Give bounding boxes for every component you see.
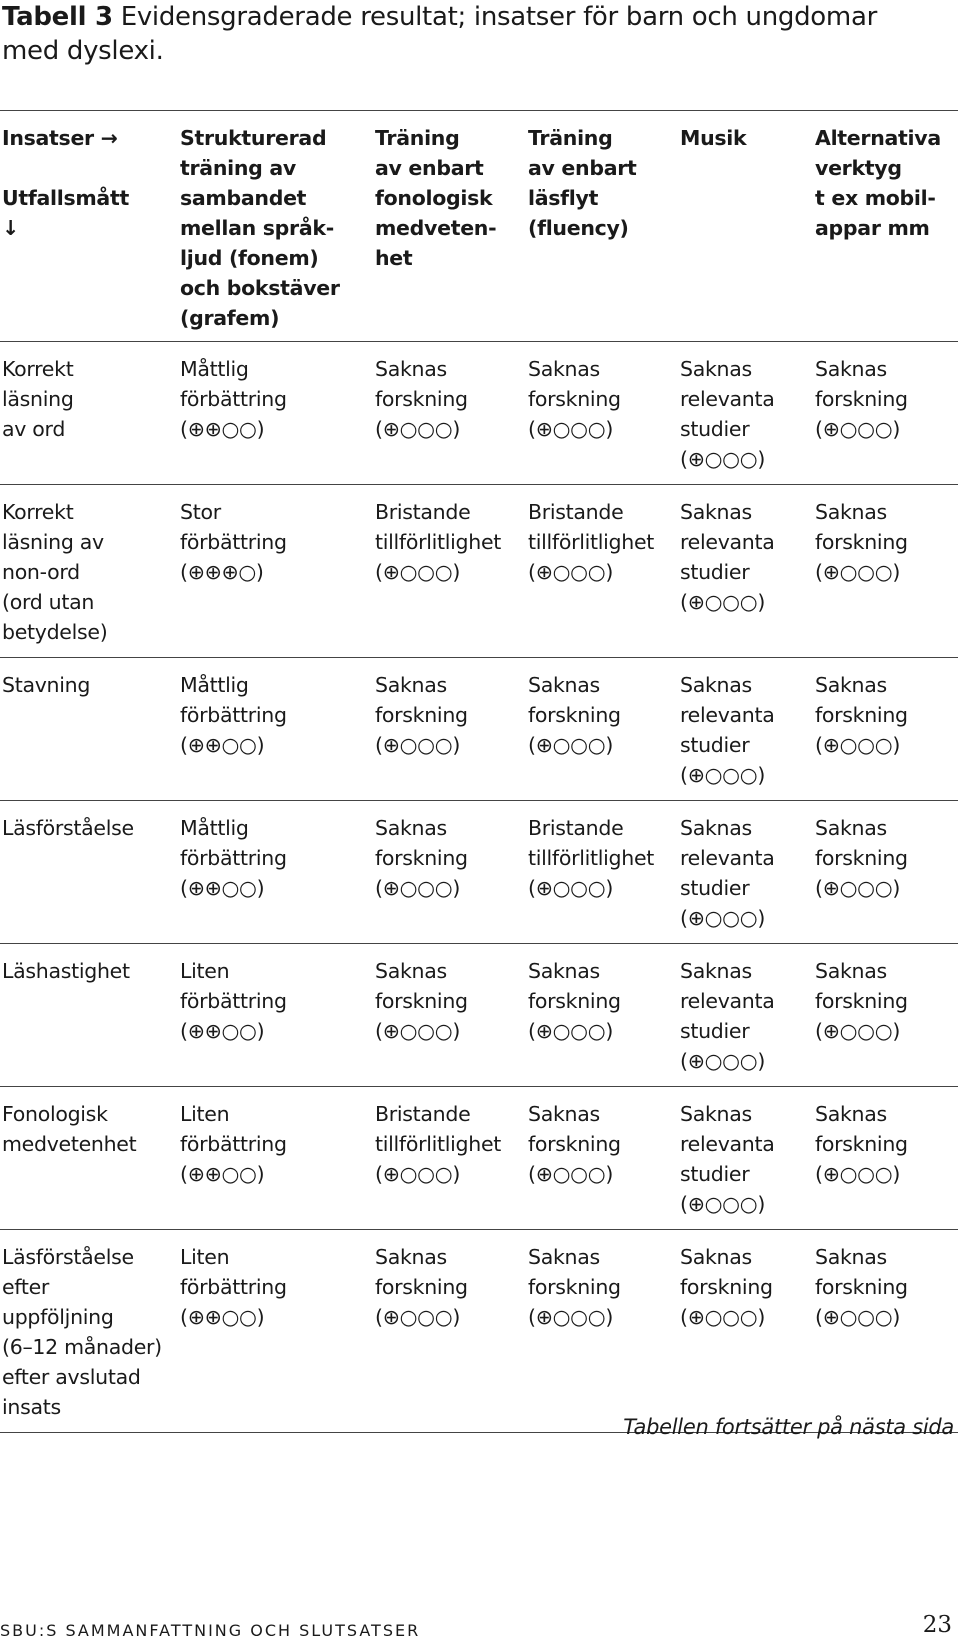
- evidence-text: (⊕○○○): [528, 1019, 614, 1043]
- outcome-text: non-ord: [2, 560, 80, 584]
- evidence-text: studier: [680, 417, 750, 441]
- evidence-text: forskning: [375, 1275, 468, 1299]
- evidence-text: förbättring: [180, 1275, 287, 1299]
- evidence-text: relevanta: [680, 1132, 775, 1156]
- evidence-text: forskning: [528, 703, 621, 727]
- evidence-text: (⊕○○○): [815, 1305, 901, 1329]
- outcome-text: av ord: [2, 417, 66, 441]
- evidence-text: forskning: [680, 1275, 773, 1299]
- evidence-text: forskning: [528, 387, 621, 411]
- evidence-text: förbättring: [180, 1132, 287, 1156]
- evidence-text: relevanta: [680, 846, 775, 870]
- evidence-cell: [526, 342, 678, 485]
- page-number: 23: [922, 1612, 952, 1638]
- evidence-text: (⊕⊕○○): [180, 1019, 265, 1043]
- evidence-text: (⊕⊕○○): [180, 1305, 265, 1329]
- evidence-cell: [813, 944, 958, 1087]
- evidence-text: forskning: [815, 1275, 908, 1299]
- evidence-text: (⊕○○○): [815, 1019, 901, 1043]
- evidence-cell: [678, 1230, 813, 1433]
- outcome-text: medvetenhet: [2, 1132, 137, 1156]
- evidence-text: studier: [680, 1019, 750, 1043]
- evidence-text: (⊕○○○): [680, 1305, 766, 1329]
- column-header-text: Träning av enbart läsflyt (fluency): [528, 126, 637, 240]
- evidence-text: Saknas: [375, 357, 447, 381]
- evidence-text: relevanta: [680, 387, 775, 411]
- evidence-text: Saknas: [680, 959, 752, 983]
- evidence-text: (⊕○○○): [815, 733, 901, 757]
- evidence-text: (⊕○○○): [815, 560, 901, 584]
- evidence-text: Saknas: [528, 959, 600, 983]
- table-caption-text: Evidensgraderade resultat; insatser för barn och ungdomar med dyslexi.: [2, 2, 877, 66]
- evidence-cell: [813, 1230, 958, 1433]
- outcome-text: Läsförståelse: [2, 816, 134, 840]
- evidence-text: (⊕○○○): [375, 876, 461, 900]
- outcome-text: insats: [2, 1395, 61, 1419]
- evidence-cell: [813, 342, 958, 485]
- column-header: [813, 111, 958, 342]
- outcome-text: Stavning: [2, 673, 91, 697]
- header-outcomes-label: Utfallsmått: [2, 186, 129, 210]
- evidence-text: Måttlig: [180, 673, 249, 697]
- table-header-row: [0, 111, 958, 342]
- evidence-text: (⊕○○○): [528, 876, 614, 900]
- evidence-text: Bristande: [375, 500, 471, 524]
- evidence-cell: [373, 1230, 526, 1433]
- evidence-text: forskning: [375, 387, 468, 411]
- evidence-text: Saknas: [375, 816, 447, 840]
- evidence-text: (⊕⊕○○): [180, 1162, 265, 1186]
- evidence-text: forskning: [528, 1275, 621, 1299]
- outcome-cell: [0, 658, 178, 801]
- evidence-text: Saknas: [528, 673, 600, 697]
- evidence-text: förbättring: [180, 530, 287, 554]
- column-header-text: Alternativa verktyg t ex mobil- appar mm: [815, 126, 941, 240]
- evidence-table: [0, 110, 958, 1433]
- evidence-text: Saknas: [375, 1245, 447, 1269]
- outcome-text: betydelse): [2, 620, 108, 644]
- table-row: [0, 801, 958, 944]
- outcome-text: läsning av: [2, 530, 104, 554]
- evidence-cell: [526, 801, 678, 944]
- evidence-text: relevanta: [680, 989, 775, 1013]
- table-caption-label: Tabell 3: [2, 2, 113, 32]
- table-caption: [2, 0, 902, 68]
- down-arrow-icon: ↓: [2, 216, 19, 240]
- outcome-text: Korrekt: [2, 357, 74, 381]
- evidence-cell: [526, 658, 678, 801]
- evidence-text: Liten: [180, 1102, 230, 1126]
- evidence-cell: [813, 485, 958, 658]
- evidence-text: forskning: [815, 1132, 908, 1156]
- evidence-text: relevanta: [680, 703, 775, 727]
- evidence-text: (⊕○○○): [680, 763, 766, 787]
- outcome-text: uppföljning: [2, 1305, 114, 1329]
- evidence-text: tillförlitlighet: [375, 530, 501, 554]
- evidence-text: studier: [680, 876, 750, 900]
- evidence-text: (⊕⊕○○): [180, 876, 265, 900]
- evidence-text: förbättring: [180, 846, 287, 870]
- evidence-cell: [678, 485, 813, 658]
- evidence-text: förbättring: [180, 989, 287, 1013]
- evidence-text: Bristande: [528, 816, 624, 840]
- outcome-text: Läshastighet: [2, 959, 130, 983]
- evidence-text: (⊕○○○): [375, 560, 461, 584]
- evidence-cell: [678, 658, 813, 801]
- evidence-text: Bristande: [528, 500, 624, 524]
- outcome-text: Korrekt: [2, 500, 74, 524]
- evidence-text: (⊕○○○): [815, 876, 901, 900]
- evidence-text: (⊕○○○): [375, 1305, 461, 1329]
- evidence-text: (⊕⊕⊕○): [180, 560, 264, 584]
- evidence-text: Måttlig: [180, 357, 249, 381]
- evidence-text: (⊕○○○): [375, 733, 461, 757]
- evidence-cell: [526, 1230, 678, 1433]
- evidence-text: (⊕⊕○○): [180, 417, 265, 441]
- evidence-cell: [526, 1087, 678, 1230]
- evidence-text: (⊕○○○): [680, 447, 766, 471]
- evidence-cell: [678, 944, 813, 1087]
- outcome-cell: [0, 1230, 178, 1433]
- evidence-text: Saknas: [815, 357, 887, 381]
- header-corner-cell: [0, 111, 178, 342]
- evidence-text: Saknas: [815, 1102, 887, 1126]
- evidence-text: (⊕○○○): [815, 417, 901, 441]
- column-header: [526, 111, 678, 342]
- evidence-text: Saknas: [680, 816, 752, 840]
- evidence-text: Liten: [180, 1245, 230, 1269]
- evidence-text: (⊕○○○): [375, 1019, 461, 1043]
- evidence-text: Saknas: [815, 500, 887, 524]
- evidence-cell: [813, 801, 958, 944]
- evidence-text: (⊕○○○): [680, 906, 766, 930]
- header-interventions-label: Insatser →: [2, 126, 118, 150]
- evidence-text: Saknas: [815, 1245, 887, 1269]
- evidence-text: (⊕○○○): [528, 560, 614, 584]
- evidence-cell: [178, 485, 373, 658]
- evidence-text: (⊕○○○): [815, 1162, 901, 1186]
- evidence-cell: [678, 801, 813, 944]
- outcome-cell: [0, 801, 178, 944]
- evidence-text: Saknas: [528, 1245, 600, 1269]
- evidence-cell: [373, 1087, 526, 1230]
- evidence-text: studier: [680, 733, 750, 757]
- column-header: [373, 111, 526, 342]
- evidence-text: Saknas: [680, 1245, 752, 1269]
- evidence-cell: [526, 944, 678, 1087]
- evidence-text: forskning: [375, 846, 468, 870]
- outcome-text: (ord utan: [2, 590, 95, 614]
- outcome-cell: [0, 485, 178, 658]
- evidence-text: (⊕○○○): [528, 1305, 614, 1329]
- evidence-text: (⊕○○○): [680, 1192, 766, 1216]
- evidence-text: forskning: [375, 703, 468, 727]
- evidence-cell: [178, 944, 373, 1087]
- evidence-text: Liten: [180, 959, 230, 983]
- evidence-cell: [373, 944, 526, 1087]
- evidence-text: förbättring: [180, 703, 287, 727]
- evidence-text: Saknas: [815, 959, 887, 983]
- evidence-cell: [678, 1087, 813, 1230]
- evidence-text: Saknas: [528, 1102, 600, 1126]
- evidence-text: forskning: [815, 530, 908, 554]
- evidence-text: Saknas: [815, 816, 887, 840]
- evidence-text: (⊕⊕○○): [180, 733, 265, 757]
- evidence-text: Saknas: [375, 959, 447, 983]
- evidence-text: forskning: [815, 846, 908, 870]
- evidence-cell: [526, 485, 678, 658]
- evidence-text: (⊕○○○): [680, 1049, 766, 1073]
- column-header-text: Träning av enbart fonologisk medveten- het: [375, 126, 497, 270]
- outcome-text: Fonologisk: [2, 1102, 108, 1126]
- evidence-text: tillförlitlighet: [528, 530, 654, 554]
- evidence-text: (⊕○○○): [528, 733, 614, 757]
- evidence-text: forskning: [528, 1132, 621, 1156]
- evidence-text: (⊕○○○): [680, 590, 766, 614]
- evidence-text: (⊕○○○): [375, 1162, 461, 1186]
- table-body: [0, 342, 958, 1433]
- evidence-text: (⊕○○○): [528, 417, 614, 441]
- evidence-cell: [373, 342, 526, 485]
- evidence-text: studier: [680, 560, 750, 584]
- evidence-text: forskning: [528, 989, 621, 1013]
- evidence-text: Måttlig: [180, 816, 249, 840]
- evidence-text: Saknas: [680, 357, 752, 381]
- evidence-cell: [178, 1230, 373, 1433]
- evidence-text: Saknas: [680, 673, 752, 697]
- evidence-cell: [178, 1087, 373, 1230]
- column-header: [678, 111, 813, 342]
- table-row: [0, 944, 958, 1087]
- outcome-cell: [0, 1087, 178, 1230]
- outcome-text: efter avslutad: [2, 1365, 141, 1389]
- table-row: [0, 658, 958, 801]
- evidence-text: forskning: [375, 989, 468, 1013]
- evidence-text: Stor: [180, 500, 221, 524]
- evidence-cell: [178, 658, 373, 801]
- evidence-cell: [178, 342, 373, 485]
- table-continued-note: Tabellen fortsätter på nästa sida: [623, 1415, 954, 1439]
- evidence-text: (⊕○○○): [375, 417, 461, 441]
- outcome-text: efter: [2, 1275, 50, 1299]
- evidence-text: studier: [680, 1162, 750, 1186]
- evidence-cell: [813, 658, 958, 801]
- evidence-text: (⊕○○○): [528, 1162, 614, 1186]
- evidence-text: Bristande: [375, 1102, 471, 1126]
- column-header-text: Strukturerad träning av sambandet mellan språk- ljud (fonem) och bokstäver (grafem): [180, 126, 340, 330]
- outcome-cell: [0, 944, 178, 1087]
- table-row: [0, 485, 958, 658]
- table-row: [0, 1230, 958, 1433]
- evidence-text: Saknas: [815, 673, 887, 697]
- evidence-text: tillförlitlighet: [375, 1132, 501, 1156]
- outcome-cell: [0, 342, 178, 485]
- table-row: [0, 342, 958, 485]
- evidence-cell: [373, 801, 526, 944]
- evidence-text: Saknas: [375, 673, 447, 697]
- evidence-text: Saknas: [680, 500, 752, 524]
- column-header: [178, 111, 373, 342]
- outcome-text: Läsförståelse: [2, 1245, 134, 1269]
- evidence-text: forskning: [815, 703, 908, 727]
- outcome-text: läsning: [2, 387, 74, 411]
- evidence-text: relevanta: [680, 530, 775, 554]
- evidence-text: förbättring: [180, 387, 287, 411]
- evidence-cell: [178, 801, 373, 944]
- evidence-cell: [678, 342, 813, 485]
- outcome-text: (6–12 månader): [2, 1335, 162, 1359]
- evidence-text: Saknas: [528, 357, 600, 381]
- footer-publication-title: SBU:S SAMMANFATTNING OCH SLUTSATSER: [0, 1621, 421, 1640]
- evidence-cell: [373, 485, 526, 658]
- column-header-text: Musik: [680, 126, 747, 150]
- evidence-text: forskning: [815, 387, 908, 411]
- evidence-text: tillförlitlighet: [528, 846, 654, 870]
- evidence-text: forskning: [815, 989, 908, 1013]
- evidence-cell: [373, 658, 526, 801]
- evidence-cell: [813, 1087, 958, 1230]
- evidence-text: Saknas: [680, 1102, 752, 1126]
- table-row: [0, 1087, 958, 1230]
